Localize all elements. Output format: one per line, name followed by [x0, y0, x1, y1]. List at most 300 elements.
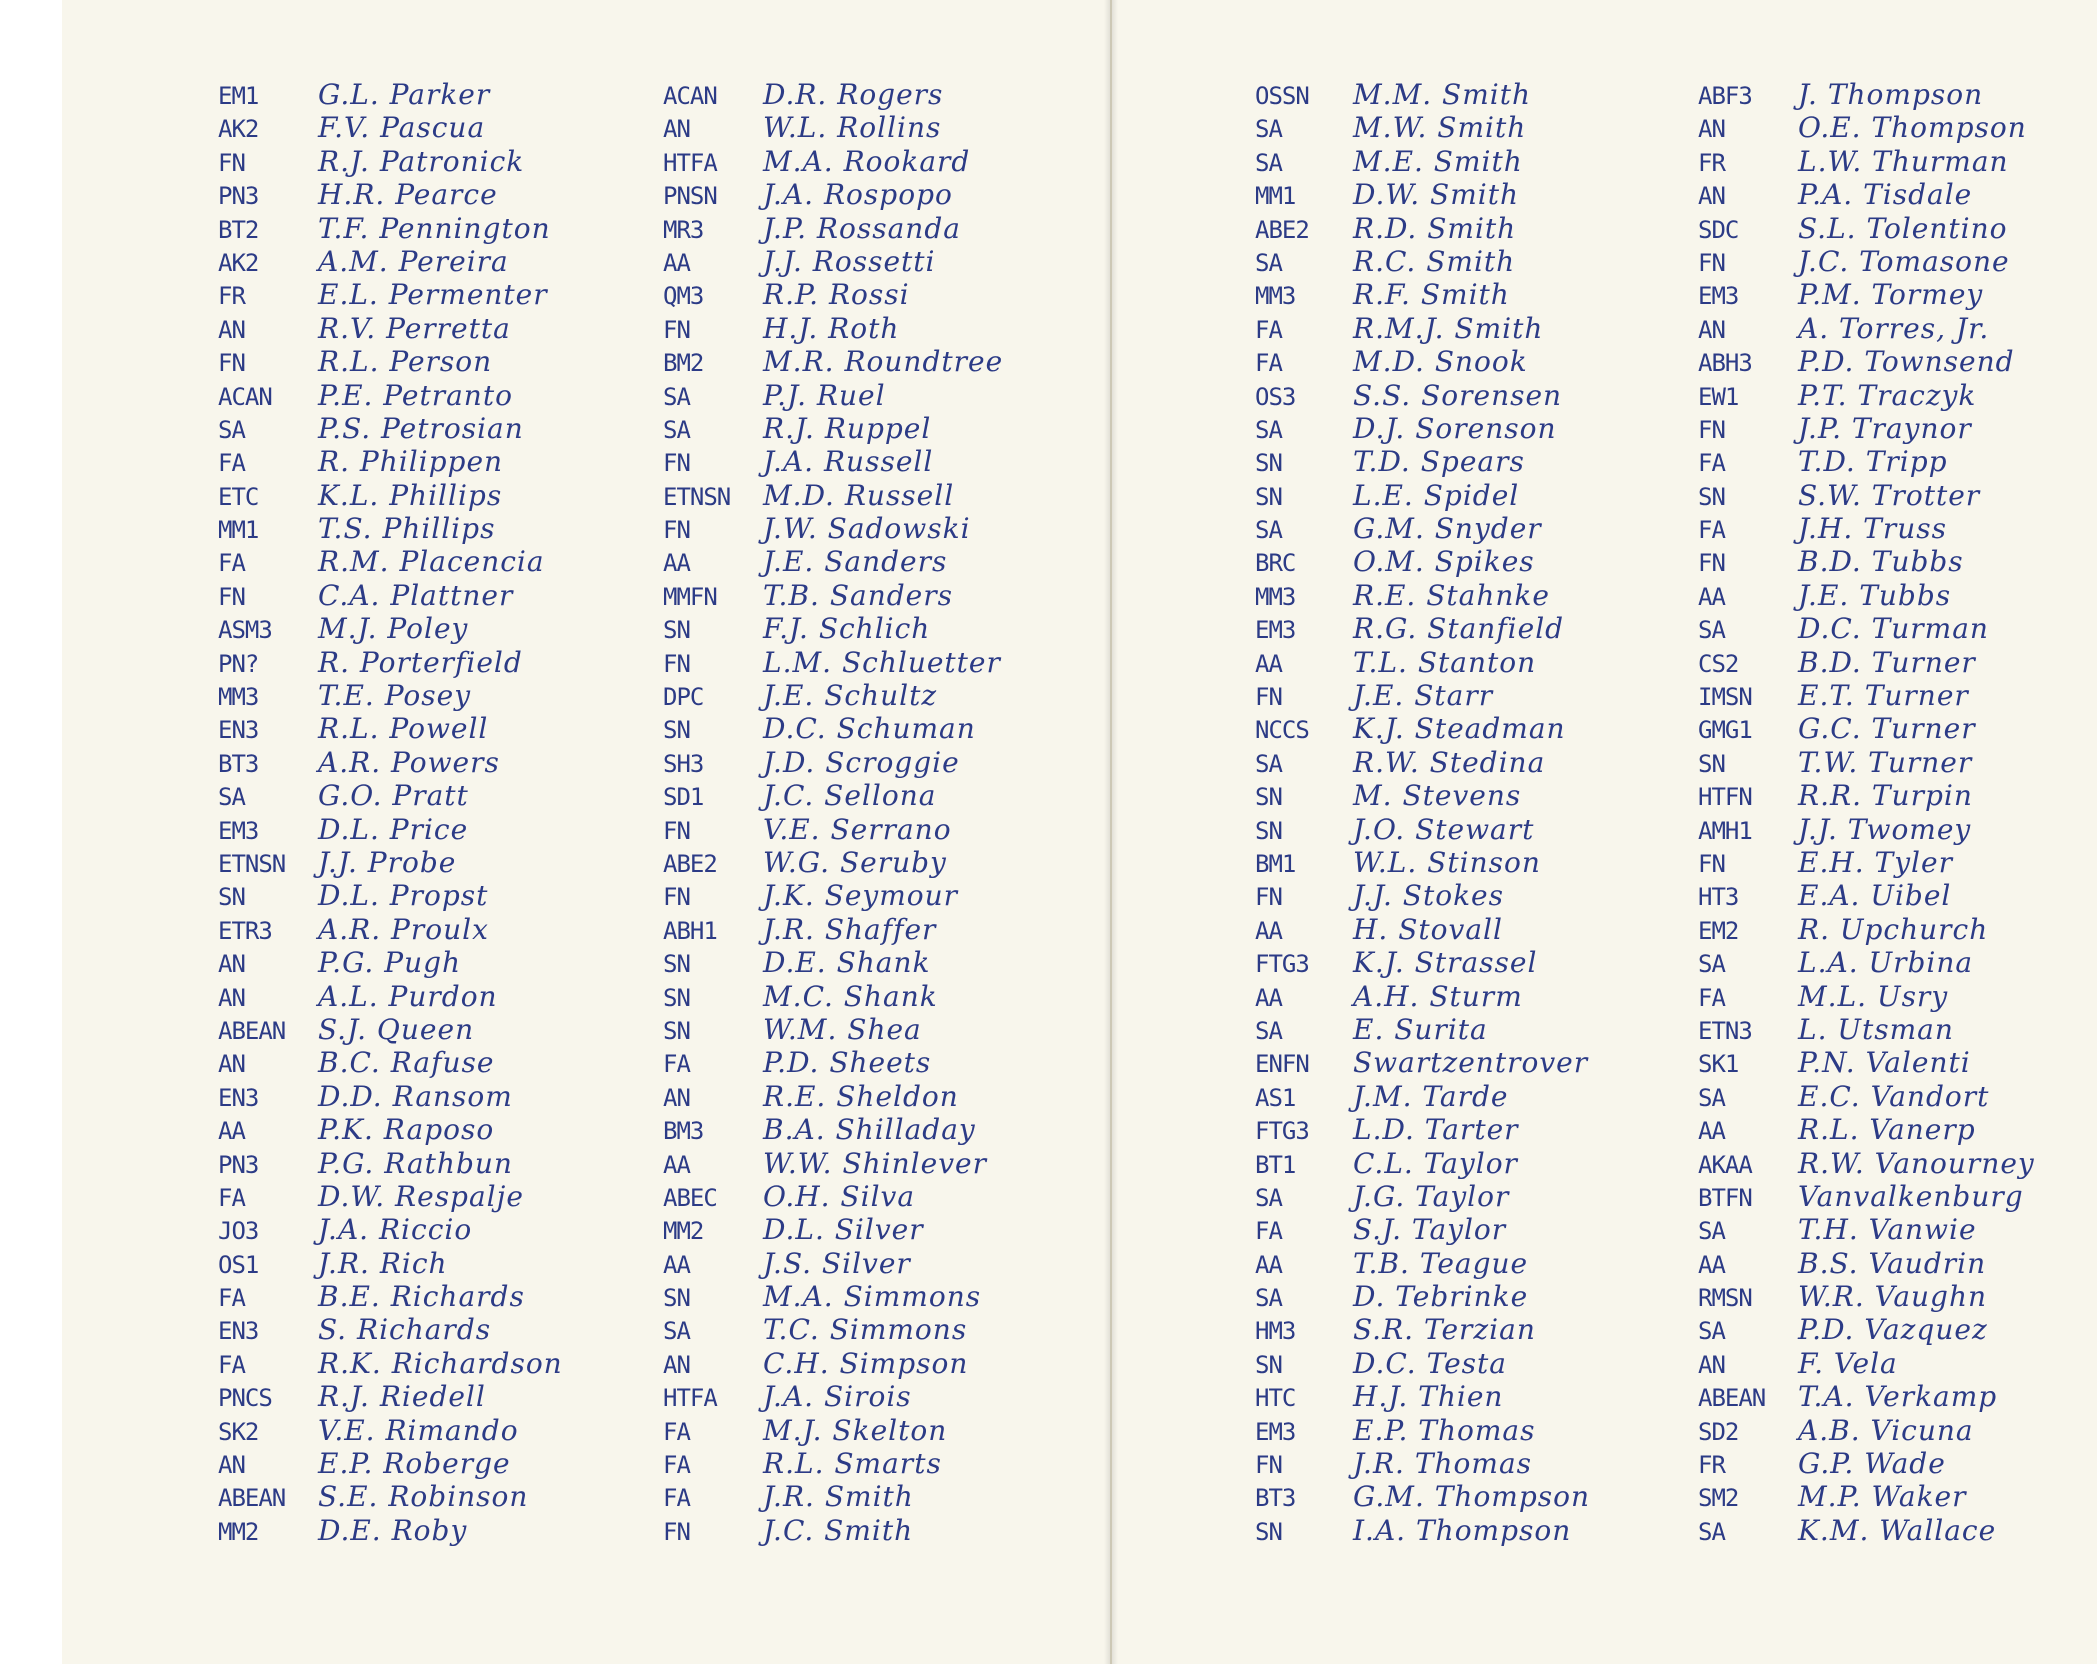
roster-entry: [663, 1046, 1003, 1079]
sailor-name: K.M. Wallace: [1798, 1513, 1997, 1547]
roster-entry: [218, 1113, 563, 1146]
roster-entry: [1255, 78, 1590, 111]
rate-code: AN: [663, 1083, 690, 1112]
sailor-name: M.A. Simmons: [763, 1280, 982, 1314]
rate-code: ABH1: [663, 916, 717, 945]
sailor-name: J.D. Scroggie: [763, 745, 960, 779]
rate-code: SDC: [1698, 215, 1739, 244]
roster-entry: [1698, 679, 2035, 712]
sailor-name: T.L. Stanton: [1353, 645, 1537, 679]
rate-code: MM3: [1255, 282, 1296, 311]
rate-code: SA: [1255, 749, 1282, 778]
roster-entry: [1698, 145, 2035, 178]
rate-code: SK2: [218, 1417, 259, 1446]
sailor-name: R.M.J. Smith: [1353, 311, 1544, 345]
roster-entry: [663, 1113, 1003, 1146]
sailor-name: J.P. Traynor: [1798, 411, 1972, 445]
rate-code: SA: [1255, 415, 1282, 444]
rate-code: EM1: [218, 82, 259, 110]
rate-code: SD2: [1698, 1417, 1739, 1446]
roster-entry: [1698, 111, 2035, 144]
rate-code: SA: [1698, 616, 1725, 645]
sailor-name: M.R. Roundtree: [763, 345, 1004, 379]
sailor-name: J.G. Taylor: [1353, 1179, 1510, 1213]
rate-code: BM1: [1255, 849, 1296, 878]
sailor-name: M.W. Smith: [1353, 111, 1527, 145]
roster-entry: [1698, 779, 2035, 812]
roster-entry: [663, 779, 1003, 812]
roster-column-4: [1698, 78, 2035, 1547]
sailor-name: H.J. Roth: [763, 311, 900, 345]
roster-entry: [218, 1313, 563, 1346]
sailor-name: J.E. Schultz: [763, 679, 938, 713]
sailor-name: S.J. Taylor: [1353, 1213, 1507, 1247]
rate-code: ETC: [218, 482, 259, 511]
rate-code: AN: [218, 983, 245, 1012]
roster-entry: [1698, 1180, 2035, 1213]
rate-code: ABEC: [663, 1183, 717, 1212]
sailor-name: R.J. Patronick: [318, 144, 525, 178]
roster-entry: [1255, 379, 1590, 412]
sailor-name: R.G. Stanfield: [1353, 612, 1565, 646]
sailor-name: T.D. Spears: [1353, 445, 1525, 479]
roster-entry: [1698, 646, 2035, 679]
rate-code: SA: [1255, 1183, 1282, 1212]
rate-code: BT3: [1255, 1484, 1296, 1513]
roster-entry: [218, 779, 563, 812]
roster-entry: [663, 479, 1003, 512]
rate-code: OSSN: [1255, 82, 1309, 110]
roster-entry: [1255, 479, 1590, 512]
roster-entry: [1255, 646, 1590, 679]
sailor-name: M.L. Usry: [1798, 979, 1949, 1013]
sailor-name: J.H. Truss: [1798, 512, 1948, 546]
rate-code: MR3: [663, 215, 704, 244]
roster-entry: [1255, 1414, 1590, 1447]
rate-code: PNCS: [218, 1384, 272, 1413]
sailor-name: T.F. Pennington: [318, 211, 551, 245]
rate-code: FN: [218, 349, 245, 378]
rate-code: AN: [218, 315, 245, 344]
rate-code: AA: [1698, 1250, 1725, 1279]
roster-entry: [663, 1347, 1003, 1380]
rate-code: AN: [218, 950, 245, 979]
roster-entry: [663, 879, 1003, 912]
rate-code: FA: [1255, 1217, 1282, 1246]
roster-entry: [1255, 1013, 1590, 1046]
sailor-name: B.C. Rafuse: [318, 1046, 495, 1080]
sailor-name: Swartzentrover: [1353, 1046, 1589, 1080]
rate-code: ABE2: [1255, 215, 1309, 244]
roster-entry: [1255, 178, 1590, 211]
sailor-name: W.R. Vaughn: [1798, 1280, 1988, 1314]
roster-entry: [1255, 1080, 1590, 1113]
sailor-name: R.P. Rossi: [763, 278, 910, 312]
roster-entry: [1255, 1180, 1590, 1213]
sailor-name: B.D. Turner: [1798, 645, 1976, 679]
sailor-name: L. Utsman: [1798, 1012, 1954, 1046]
sailor-name: H.J. Thien: [1353, 1380, 1504, 1414]
rate-code: FN: [663, 1517, 690, 1546]
sailor-name: J.C. Tomasone: [1798, 244, 2010, 278]
rate-code: DPC: [663, 683, 704, 712]
roster-entry: [1255, 1480, 1590, 1513]
roster-entry: [1255, 1313, 1590, 1346]
sailor-name: W.L. Rollins: [763, 111, 942, 145]
rate-code: PN3: [218, 182, 259, 211]
rate-code: PNSN: [663, 182, 717, 211]
roster-entry: [1255, 913, 1590, 946]
sailor-name: M.E. Smith: [1353, 144, 1523, 178]
roster-entry: [1698, 479, 2035, 512]
roster-entry: [663, 1280, 1003, 1313]
roster-entry: [663, 379, 1003, 412]
roster-entry: [1255, 579, 1590, 612]
rate-code: FN: [663, 315, 690, 344]
sailor-name: K.L. Phillips: [318, 478, 503, 512]
roster-entry: [1698, 1247, 2035, 1280]
sailor-name: J.E. Sanders: [763, 545, 948, 579]
rate-code: FN: [663, 883, 690, 912]
roster-entry: [218, 412, 563, 445]
roster-entry: [218, 78, 563, 111]
sailor-name: R.W. Vanourney: [1798, 1146, 2035, 1180]
roster-entry: [218, 879, 563, 912]
rate-code: SN: [1698, 749, 1725, 778]
roster-entry: [218, 1414, 563, 1447]
roster-entry: [1255, 1213, 1590, 1246]
roster-entry: [1698, 512, 2035, 545]
sailor-name: R.F. Smith: [1353, 278, 1510, 312]
roster-entry: [218, 345, 563, 378]
roster-entry: [1255, 846, 1590, 879]
rate-code: BRC: [1255, 549, 1296, 578]
roster-entry: [663, 412, 1003, 445]
roster-entry: [663, 178, 1003, 211]
rate-code: FN: [1255, 883, 1282, 912]
roster-entry: [1255, 1147, 1590, 1180]
roster-entry: [1255, 445, 1590, 478]
sailor-name: A.L. Purdon: [318, 979, 498, 1013]
rate-code: HTC: [1255, 1384, 1296, 1413]
rate-code: AN: [663, 1350, 690, 1379]
sailor-name: S. Richards: [318, 1313, 492, 1347]
roster-entry: [218, 579, 563, 612]
sailor-name: D.E. Shank: [763, 946, 931, 980]
sailor-name: J.J. Probe: [318, 845, 457, 879]
sailor-name: J.R. Thomas: [1353, 1447, 1533, 1481]
rate-code: FN: [663, 516, 690, 545]
roster-entry: [218, 1480, 563, 1513]
rate-code: AN: [218, 1050, 245, 1079]
rate-code: SN: [663, 1016, 690, 1045]
rate-code: ABEAN: [1698, 1384, 1766, 1413]
sailor-name: I.A. Thompson: [1353, 1513, 1572, 1547]
sailor-name: M.M. Smith: [1353, 78, 1532, 111]
rate-code: NCCS: [1255, 716, 1309, 745]
sailor-name: G.P. Wade: [1798, 1447, 1946, 1481]
sailor-name: A.R. Powers: [318, 745, 500, 779]
roster-entry: [1698, 212, 2035, 245]
roster-entry: [1255, 1380, 1590, 1413]
rate-code: HTFA: [663, 1384, 717, 1413]
rate-code: FA: [663, 1451, 690, 1480]
rate-code: ACAN: [663, 82, 717, 110]
roster-entry: [1698, 1347, 2035, 1380]
roster-entry: [1255, 612, 1590, 645]
roster-entry: [1698, 1480, 2035, 1513]
roster-entry: [663, 1447, 1003, 1480]
roster-entry: [1255, 345, 1590, 378]
roster-entry: [218, 1180, 563, 1213]
rate-code: FN: [218, 582, 245, 611]
sailor-name: L.D. Tarter: [1353, 1113, 1519, 1147]
sailor-name: R.L. Smarts: [763, 1447, 942, 1481]
sailor-name: S.R. Terzian: [1353, 1313, 1536, 1347]
sailor-name: P.D. Townsend: [1798, 345, 2015, 379]
sailor-name: J.J. Twomey: [1798, 812, 1972, 846]
roster-entry: [218, 1213, 563, 1246]
roster-entry: [1255, 312, 1590, 345]
sailor-name: J.R. Rich: [318, 1246, 448, 1280]
rate-code: EM3: [1255, 1417, 1296, 1446]
roster-entry: [663, 1480, 1003, 1513]
rate-code: FA: [1255, 315, 1282, 344]
rate-code: AA: [1698, 1117, 1725, 1146]
rate-code: ASM3: [218, 616, 272, 645]
rate-code: FA: [1698, 449, 1725, 478]
sailor-name: B.S. Vaudrin: [1798, 1246, 1987, 1280]
rate-code: SA: [663, 382, 690, 411]
roster-entry: [1698, 1514, 2035, 1547]
rate-code: FN: [1698, 415, 1725, 444]
sailor-name: B.E. Richards: [318, 1280, 525, 1314]
sailor-name: J.A. Sirois: [763, 1380, 912, 1414]
rate-code: FR: [1698, 1451, 1725, 1480]
sailor-name: D.E. Roby: [318, 1513, 468, 1547]
sailor-name: D.L. Propst: [318, 879, 489, 913]
roster-entry: [663, 1247, 1003, 1280]
sailor-name: L.E. Spidel: [1353, 478, 1520, 512]
sailor-name: L.W. Thurman: [1798, 144, 2009, 178]
roster-entry: [1698, 1013, 2035, 1046]
sailor-name: R.E. Stahnke: [1353, 578, 1550, 612]
sailor-name: T.B. Teague: [1353, 1246, 1529, 1280]
roster-entry: [218, 946, 563, 979]
roster-entry: [663, 1514, 1003, 1547]
sailor-name: C.A. Plattner: [318, 578, 514, 612]
rate-code: SA: [1255, 148, 1282, 177]
sailor-name: E.T. Turner: [1798, 679, 1969, 713]
rate-code: AA: [663, 1250, 690, 1279]
rate-code: BT3: [218, 749, 259, 778]
sailor-name: B.D. Tubbs: [1798, 545, 1964, 579]
rate-code: AA: [663, 549, 690, 578]
rate-code: AA: [1255, 649, 1282, 678]
roster-entry: [218, 746, 563, 779]
sailor-name: J.A. Russell: [763, 445, 934, 479]
rate-code: AA: [663, 1150, 690, 1179]
roster-entry: [663, 1313, 1003, 1346]
roster-entry: [1255, 679, 1590, 712]
roster-entry: [218, 545, 563, 578]
roster-column-1: [218, 78, 563, 1547]
rate-code: FA: [218, 1284, 245, 1313]
roster-entry: [1255, 1447, 1590, 1480]
rate-code: AA: [1255, 983, 1282, 1012]
rate-code: AKAA: [1698, 1150, 1752, 1179]
sailor-name: M.D. Snook: [1353, 345, 1528, 379]
sailor-name: R.R. Turpin: [1798, 779, 1973, 813]
sailor-name: E.P. Roberge: [318, 1447, 511, 1481]
sailor-name: S.L. Tolentino: [1798, 211, 2008, 245]
sailor-name: P.M. Tormey: [1798, 278, 1984, 312]
roster-entry: [1698, 980, 2035, 1013]
sailor-name: C.H. Simpson: [763, 1346, 969, 1380]
sailor-name: O.H. Silva: [763, 1179, 916, 1213]
roster-entry: [1698, 78, 2035, 111]
rate-code: ETR3: [218, 916, 272, 945]
rate-code: FN: [663, 449, 690, 478]
rate-code: MM1: [1255, 182, 1296, 211]
rate-code: FA: [663, 1050, 690, 1079]
rate-code: SA: [1698, 1317, 1725, 1346]
sailor-name: J.C. Sellona: [763, 779, 937, 813]
roster-entry: [663, 345, 1003, 378]
sailor-name: D.R. Rogers: [763, 78, 944, 111]
roster-entry: [218, 813, 563, 846]
sailor-name: R. Porterfield: [318, 645, 523, 679]
sailor-name: R.L. Person: [318, 345, 493, 379]
sailor-name: R. Philippen: [318, 445, 504, 479]
rate-code: SA: [1698, 1217, 1725, 1246]
rate-code: EW1: [1698, 382, 1739, 411]
rate-code: PN3: [218, 1150, 259, 1179]
rate-code: FN: [663, 649, 690, 678]
roster-entry: [1255, 412, 1590, 445]
roster-entry: [1255, 813, 1590, 846]
roster-entry: [1698, 846, 2035, 879]
sailor-name: F. Vela: [1798, 1346, 1898, 1380]
roster-entry: [663, 980, 1003, 1013]
sailor-name: J.O. Stewart: [1353, 812, 1535, 846]
sailor-name: M.P. Waker: [1798, 1480, 1967, 1514]
roster-entry: [1698, 545, 2035, 578]
sailor-name: G.O. Pratt: [318, 779, 469, 813]
sailor-name: T.S. Phillips: [318, 512, 496, 546]
rate-code: FA: [1255, 349, 1282, 378]
sailor-name: D.L. Silver: [763, 1213, 924, 1247]
rate-code: EM3: [1698, 282, 1739, 311]
roster-entry: [1255, 946, 1590, 979]
roster-entry: [663, 913, 1003, 946]
roster-entry: [663, 145, 1003, 178]
roster-entry: [1698, 1147, 2035, 1180]
rate-code: BTFN: [1698, 1183, 1752, 1212]
rate-code: EM3: [1255, 616, 1296, 645]
roster-entry: [218, 612, 563, 645]
rate-code: AN: [1698, 1350, 1725, 1379]
sailor-name: D.W. Respalje: [318, 1179, 524, 1213]
roster-column-3: [1255, 78, 1590, 1547]
rate-code: SN: [663, 950, 690, 979]
rate-code: SN: [1698, 482, 1725, 511]
rate-code: FR: [1698, 148, 1725, 177]
rate-code: HM3: [1255, 1317, 1296, 1346]
rate-code: SA: [1698, 1517, 1725, 1546]
roster-entry: [218, 980, 563, 1013]
roster-entry: [218, 679, 563, 712]
roster-entry: [218, 245, 563, 278]
sailor-name: E. Surita: [1353, 1012, 1488, 1046]
sailor-name: J.R. Smith: [763, 1480, 914, 1514]
roster-entry: [663, 545, 1003, 578]
roster-entry: [1698, 1280, 2035, 1313]
sailor-name: T.D. Tripp: [1798, 445, 1948, 479]
roster-entry: [218, 1080, 563, 1113]
sailor-name: E.A. Uibel: [1798, 879, 1952, 913]
roster-entry: [1255, 712, 1590, 745]
rate-code: BT2: [218, 215, 259, 244]
roster-entry: [218, 445, 563, 478]
sailor-name: M. Stevens: [1353, 779, 1522, 813]
roster-entry: [1698, 1113, 2035, 1146]
sailor-name: J.A. Rospopo: [763, 178, 953, 212]
roster-entry: [663, 1380, 1003, 1413]
sailor-name: R. Upchurch: [1798, 912, 1989, 946]
sailor-name: A.B. Vicuna: [1798, 1413, 1974, 1447]
rate-code: SN: [663, 1284, 690, 1313]
roster-entry: [1698, 1080, 2035, 1113]
sailor-name: S.S. Sorensen: [1353, 378, 1563, 412]
rate-code: SA: [1255, 248, 1282, 277]
roster-entry: [1255, 512, 1590, 545]
roster-entry: [218, 1380, 563, 1413]
rate-code: ETN3: [1698, 1016, 1752, 1045]
roster-entry: [663, 813, 1003, 846]
roster-entry: [1255, 111, 1590, 144]
rate-code: ETNSN: [663, 482, 731, 511]
rate-code: FA: [218, 549, 245, 578]
roster-entry: [663, 1180, 1003, 1213]
roster-entry: [663, 111, 1003, 144]
roster-entry: [663, 946, 1003, 979]
roster-entry: [663, 679, 1003, 712]
roster-entry: [663, 445, 1003, 478]
sailor-name: T.C. Simmons: [763, 1313, 968, 1347]
roster-entry: [663, 712, 1003, 745]
rate-code: MM2: [218, 1517, 259, 1546]
roster-entry: [1698, 178, 2035, 211]
sailor-name: V.E. Rimando: [318, 1413, 519, 1447]
sailor-name: D.W. Smith: [1353, 178, 1520, 212]
roster-entry: [218, 111, 563, 144]
rate-code: HTFN: [1698, 783, 1752, 812]
roster-entry: [663, 512, 1003, 545]
sailor-name: P.K. Raposo: [318, 1113, 495, 1147]
rate-code: IMSN: [1698, 683, 1752, 712]
roster-entry: [1698, 245, 2035, 278]
roster-entry: [218, 1147, 563, 1180]
roster-entry: [663, 278, 1003, 311]
roster-entry: [218, 145, 563, 178]
sailor-name: A.M. Pereira: [318, 244, 509, 278]
rate-code: SN: [1255, 1350, 1282, 1379]
sailor-name: M.A. Rookard: [763, 144, 971, 178]
sailor-name: W.M. Shea: [763, 1012, 922, 1046]
roster-entry: [218, 479, 563, 512]
rate-code: AA: [1255, 916, 1282, 945]
